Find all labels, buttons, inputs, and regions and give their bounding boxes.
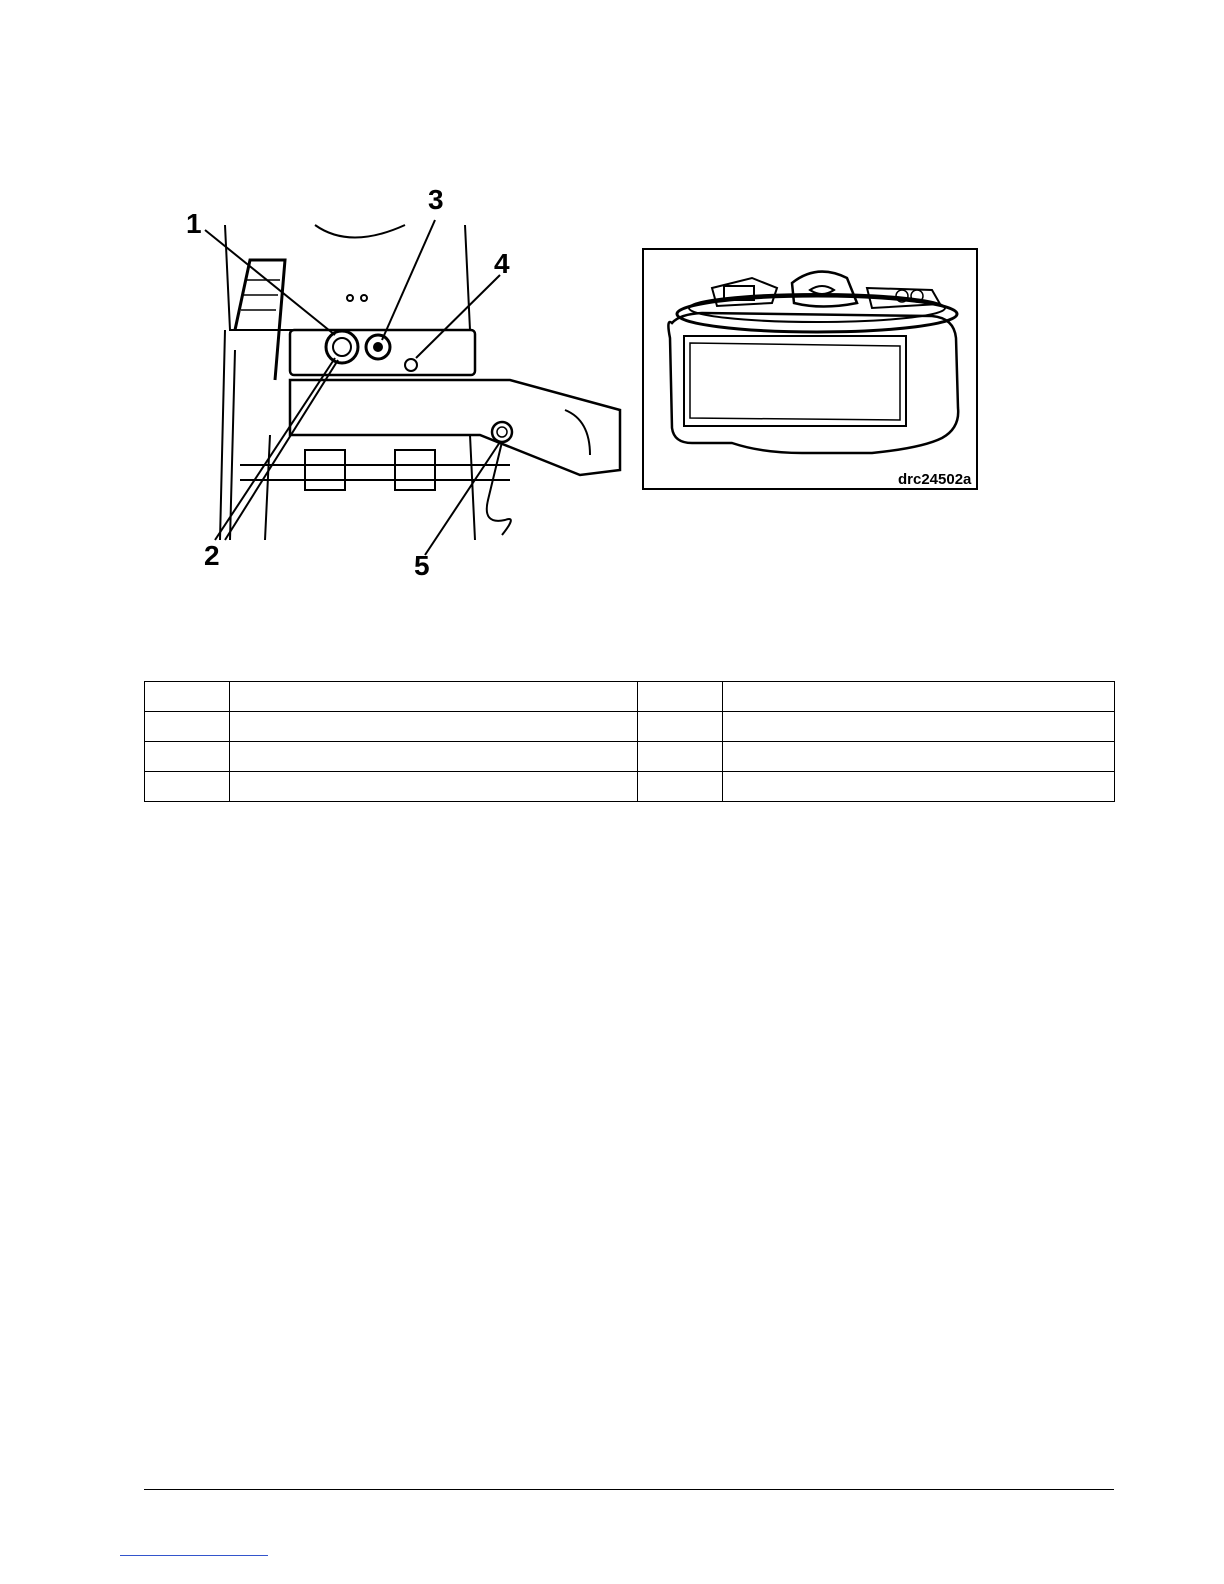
table-row bbox=[145, 742, 1115, 772]
footer-link-underline[interactable] bbox=[120, 1555, 268, 1556]
table-cell bbox=[638, 742, 723, 772]
table-cell bbox=[723, 772, 1115, 802]
legend-table bbox=[144, 681, 1115, 802]
table-cell bbox=[638, 712, 723, 742]
table-cell bbox=[638, 772, 723, 802]
callout-5: 5 bbox=[414, 550, 430, 581]
table-row bbox=[145, 712, 1115, 742]
table-cell bbox=[230, 682, 638, 712]
table-cell bbox=[230, 772, 638, 802]
table-cell bbox=[230, 712, 638, 742]
outboard-control-drawing bbox=[150, 180, 630, 590]
table-cell bbox=[145, 772, 230, 802]
footer-rule bbox=[144, 1489, 1114, 1490]
outboard-control-illustration bbox=[150, 180, 630, 590]
fuel-tank-drawing bbox=[642, 248, 978, 490]
callout-4: 4 bbox=[494, 248, 510, 279]
table-cell bbox=[723, 682, 1115, 712]
table-row bbox=[145, 772, 1115, 802]
callout-2: 2 bbox=[204, 540, 220, 571]
table-cell bbox=[723, 712, 1115, 742]
figure-code: drc24502a bbox=[898, 471, 972, 488]
table-cell bbox=[723, 742, 1115, 772]
callout-3: 3 bbox=[428, 184, 444, 215]
table-cell bbox=[145, 742, 230, 772]
table-cell bbox=[230, 742, 638, 772]
table-cell bbox=[145, 682, 230, 712]
callout-1: 1 bbox=[186, 208, 202, 239]
fuel-tank-illustration bbox=[642, 248, 978, 490]
table-row bbox=[145, 682, 1115, 712]
table-cell bbox=[638, 682, 723, 712]
table-cell bbox=[145, 712, 230, 742]
